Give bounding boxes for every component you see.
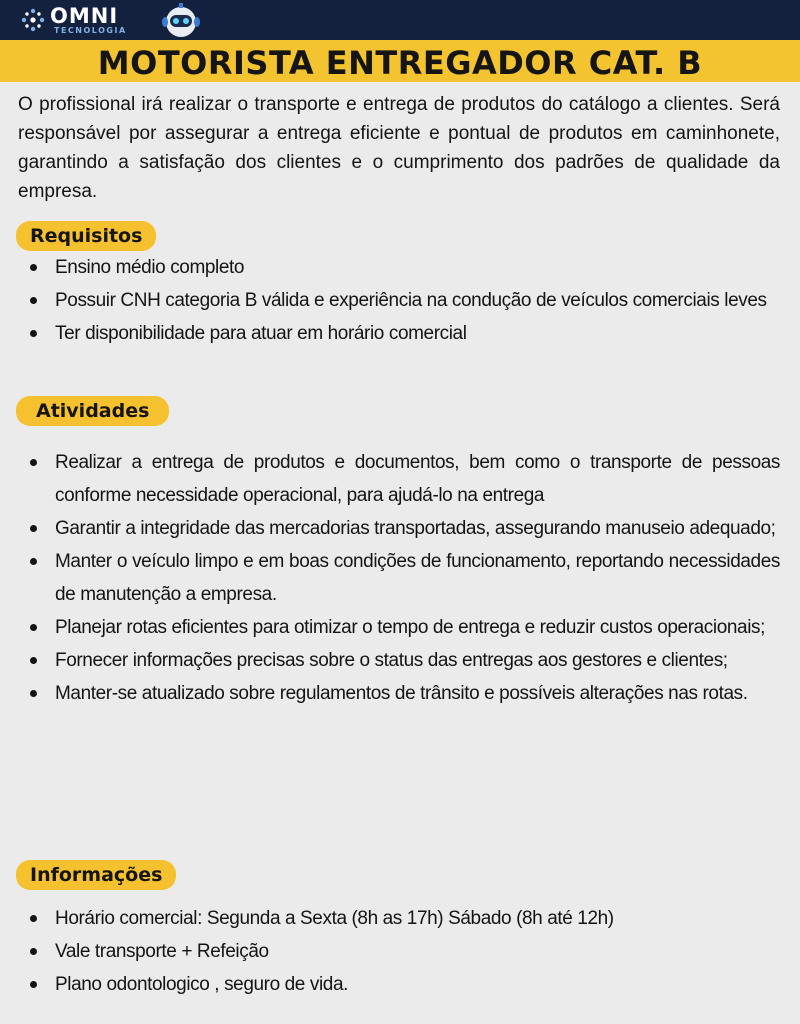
list-item: Horário comercial: Segunda a Sexta (8h as 17h) Sábado (8h até 12h) bbox=[0, 902, 780, 935]
atividades-list bbox=[0, 446, 780, 710]
list-item: Planejar rotas eficientes para otimizar o tempo de entrega e reduzir custos operacionais; bbox=[0, 611, 780, 644]
section-label-requisitos: Requisitos bbox=[16, 221, 156, 251]
brand-logo bbox=[20, 2, 127, 38]
brand-name: OMNI bbox=[50, 3, 119, 28]
requisitos-list bbox=[0, 251, 780, 350]
page-title: MOTORISTA ENTREGADOR CAT. B bbox=[97, 44, 703, 82]
list-item: Manter-se atualizado sobre regulamentos de trânsito e possíveis alterações nas rotas. bbox=[0, 677, 780, 710]
list-item: Garantir a integridade das mercadorias transportadas, assegurando manuseio adequado; bbox=[0, 512, 780, 545]
list-item: Vale transporte + Refeição bbox=[0, 935, 780, 968]
list-item: Realizar a entrega de produtos e documentos, bem como o transporte de pessoas conforme necessidade operacional, para ajudá-lo na entrega bbox=[0, 446, 780, 512]
dots-logo-icon bbox=[20, 7, 46, 33]
list-item: Plano odontologico , seguro de vida. bbox=[0, 968, 780, 1001]
header-bar bbox=[0, 0, 800, 40]
list-item: Possuir CNH categoria B válida e experiência na condução de veículos comerciais leves bbox=[0, 284, 780, 317]
informacoes-list bbox=[0, 902, 780, 1001]
list-item: Ensino médio completo bbox=[0, 251, 780, 284]
section-label-atividades: Atividades bbox=[16, 396, 169, 426]
robot-mascot-icon bbox=[148, 0, 214, 40]
list-item: Fornecer informações precisas sobre o status das entregas aos gestores e clientes; bbox=[0, 644, 780, 677]
section-label-informacoes: Informações bbox=[16, 860, 176, 890]
list-item: Manter o veículo limpo e em boas condições de funcionamento, reportando necessidades de manutenção a empresa. bbox=[0, 545, 780, 611]
list-item: Ter disponibilidade para atuar em horário comercial bbox=[0, 317, 780, 350]
job-description: O profissional irá realizar o transporte e entrega de produtos do catálogo a clientes. Será responsável por assegurar a entrega eficiente e pontual de produtos em caminhonete, garantindo a satisfação dos clientes e o cumprimento dos padrões de qualidade da empresa. bbox=[18, 94, 780, 202]
brand-subtitle: TECNOLOGIA bbox=[54, 25, 127, 35]
